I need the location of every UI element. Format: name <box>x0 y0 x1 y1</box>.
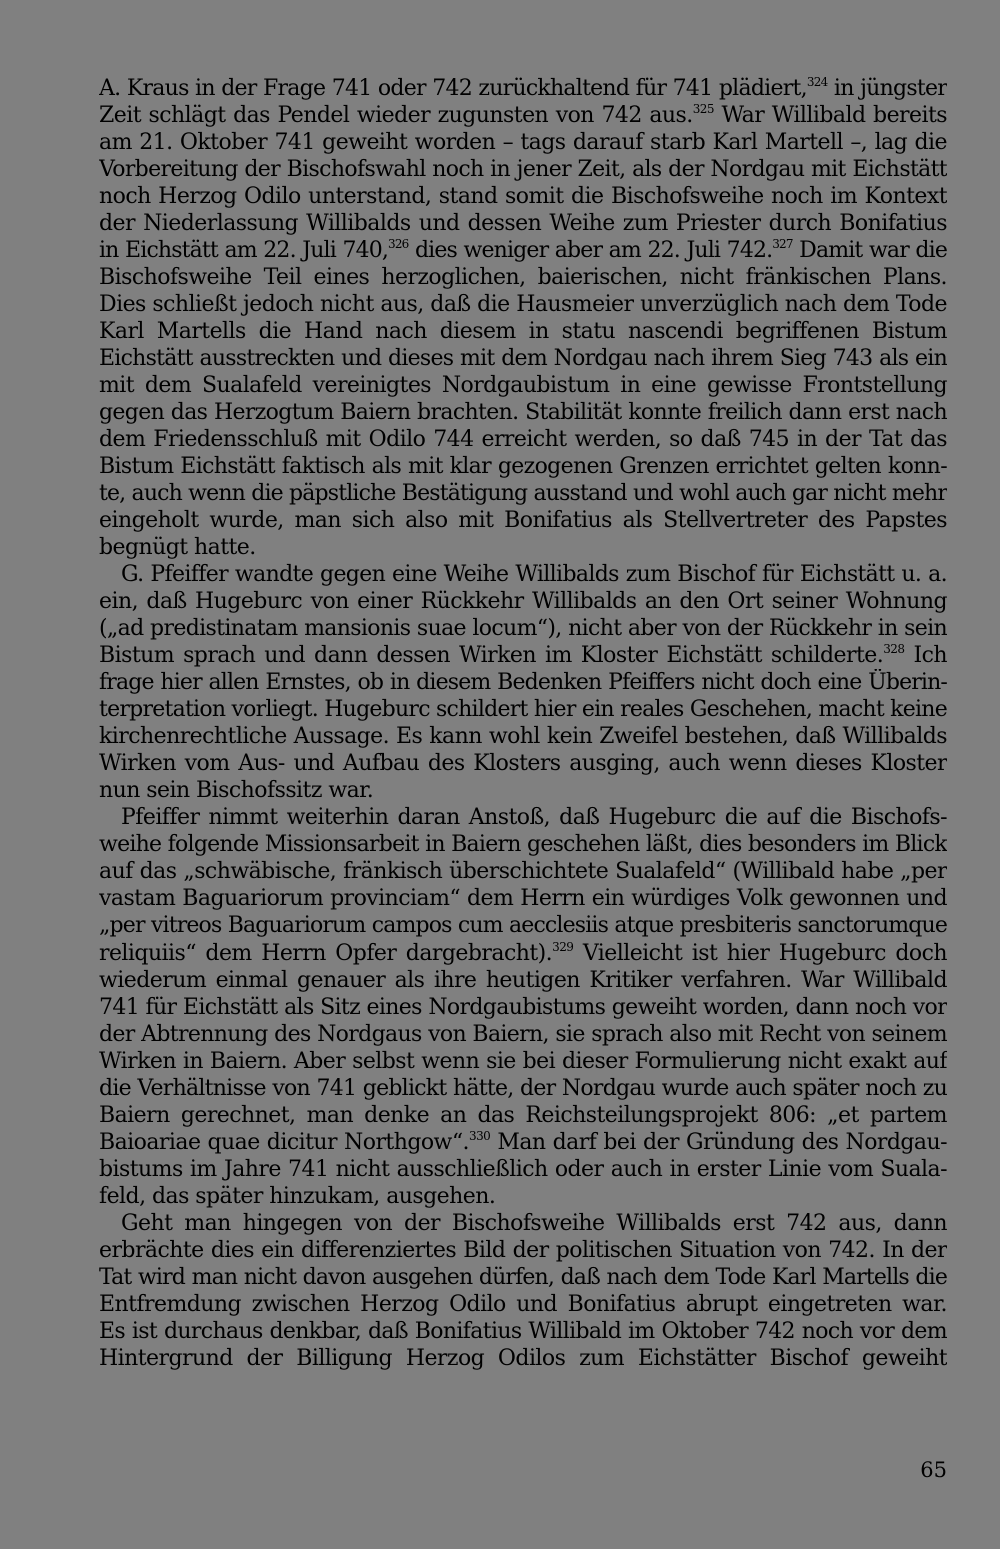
text-line <box>99 804 947 831</box>
text-line <box>99 885 947 912</box>
text-line <box>99 696 947 723</box>
text-run: feld, das später hinzukam, ausgehen. <box>99 1183 496 1209</box>
text-line <box>99 1318 947 1345</box>
text-run: te, auch wenn die päpstliche Bestätigung ausstand und wohl auch gar nicht mehr <box>99 481 947 507</box>
text-line <box>99 1183 947 1210</box>
text-line <box>99 561 947 588</box>
text-line <box>99 994 947 1021</box>
text-run: Karl Martells die Hand nach diesem in statu nascendi begriffenen Bistum <box>99 319 947 345</box>
text-line <box>99 399 947 426</box>
text-line <box>99 1075 947 1102</box>
text-line <box>99 1345 947 1372</box>
text-run: Wirken vom Aus- und Aufbau des Klosters ausging, auch wenn dieses Kloster <box>99 751 947 777</box>
text-line <box>99 777 947 804</box>
text-run: Geht man hingegen von der Bischofsweihe Willibalds erst 742 aus, dann <box>121 1210 947 1236</box>
text-run: Vielleicht ist hier Hugeburc doch <box>573 940 947 966</box>
text-run: Baioariae quae dicitur Northgow“. <box>99 1129 469 1155</box>
text-run: begnügt hatte. <box>99 535 256 561</box>
body-text <box>99 75 947 1372</box>
text-line <box>99 156 947 183</box>
text-run: reliquiis“ dem Herrn Opfer dargebracht). <box>99 940 553 966</box>
text-run: Es ist durchaus denkbar, daß Bonifatius Willibald im Oktober 742 noch vor dem <box>99 1318 947 1344</box>
text-run: noch Herzog Odilo unterstand, stand somit die Bischofsweihe noch im Kontext <box>99 184 947 210</box>
text-run: Wirken in Baiern. Aber selbst wenn sie bei dieser Formulierung nicht exakt auf <box>99 1048 947 1074</box>
text-line <box>99 129 947 156</box>
text-run: „per vitreos Baguariorum campos cum aecclesiis atque presbiteris sanctorumque <box>99 913 947 939</box>
footnote-marker[interactable]: 327 <box>772 237 793 252</box>
text-line <box>99 912 947 939</box>
text-line <box>99 940 947 967</box>
text-run: Ich <box>904 643 947 669</box>
text-run: eingeholt wurde, man sich also mit Bonifatius als Stellvertreter des Papstes <box>99 508 947 534</box>
text-run: Pfeiffer nimmt weiterhin daran Anstoß, daß Hugeburc die auf die Bischofs- <box>121 805 947 831</box>
footnote-marker[interactable]: 325 <box>692 102 714 117</box>
text-run: frage hier allen Ernstes, ob in diesem Bedenken Pfeiffers nicht doch eine Überin- <box>99 670 947 696</box>
text-run: Damit war die <box>792 238 947 264</box>
text-line <box>99 480 947 507</box>
text-run: mit dem Sualafeld vereinigtes Nordgaubistum in eine gewisse Frontstellung <box>99 373 947 399</box>
text-line <box>99 237 947 264</box>
text-run: Eichstätt ausstreckten und dieses mit dem Nordgau nach ihrem Sieg 743 als ein <box>99 346 947 372</box>
text-run: nun sein Bischofssitz war. <box>99 778 374 804</box>
text-run: G. Pfeiffer wandte gegen eine Weihe Willibalds zum Bischof für Eichstätt u. a. <box>121 562 947 588</box>
text-run: dies weniger aber am 22. Juli 742. <box>408 238 773 264</box>
text-line <box>99 318 947 345</box>
text-line <box>99 75 947 102</box>
text-line <box>99 210 947 237</box>
text-line <box>99 1210 947 1237</box>
text-run: in Eichstätt am 22. Juli 740, <box>99 238 389 264</box>
text-line <box>99 1237 947 1264</box>
text-run: in jüngster <box>827 76 947 101</box>
text-run: („ad predistinatam mansionis suae locum“), nicht aber von der Rückkehr in sein <box>99 616 947 642</box>
text-run: War Willibald bereits <box>713 103 947 129</box>
text-line <box>99 264 947 291</box>
text-run: Hintergrund der Billigung Herzog Odilos zum Eichstätter Bischof geweiht <box>99 1345 947 1371</box>
text-run: Zeit schlägt das Pendel wieder zugunsten von 742 aus. <box>99 103 693 129</box>
text-run: Bistum Eichstätt faktisch als mit klar gezogenen Grenzen errichtet gelten konn- <box>99 454 947 480</box>
text-run: Bistum sprach und dann dessen Wirken im Kloster Eichstätt schilderte. <box>99 643 884 669</box>
text-run: Dies schließt jedoch nicht aus, daß die Hausmeier unverzüglich nach dem Tode <box>99 292 947 318</box>
text-line <box>99 534 947 561</box>
text-run: dem Friedensschluß mit Odilo 744 erreicht werden, so daß 745 in der Tat das <box>99 427 947 453</box>
text-run: erbrächte dies ein differenziertes Bild der politischen Situation von 742. In der <box>99 1237 947 1263</box>
text-run: weihe folgende Missionsarbeit in Baiern geschehen läßt, dies besonders im Blick <box>99 832 947 858</box>
text-line <box>99 1021 947 1048</box>
text-line <box>99 1156 947 1183</box>
footnote-marker[interactable]: 328 <box>883 642 905 657</box>
footnote-marker[interactable]: 329 <box>552 939 574 954</box>
text-run: Baiern gerechnet, man denke an das Reichsteilungsprojekt 806: „et partem <box>99 1102 947 1128</box>
text-run: vastam Baguariorum provinciam“ dem Herrn ein würdiges Volk gewonnen und <box>99 886 947 912</box>
text-line <box>99 372 947 399</box>
text-line <box>99 858 947 885</box>
text-line <box>99 750 947 777</box>
footnote-marker[interactable]: 326 <box>388 237 409 252</box>
text-run: wiederum einmal genauer als ihre heutigen Kritiker verfahren. War Willibald <box>99 967 947 993</box>
page-number: 65 <box>920 1458 947 1482</box>
text-run: der Niederlassung Willibalds und dessen Weihe zum Priester durch Bonifatius <box>99 211 947 237</box>
text-run: die Verhältnisse von 741 geblickt hätte, der Nordgau wurde auch später noch zu <box>99 1075 947 1101</box>
text-line <box>99 1048 947 1075</box>
text-line <box>99 1291 947 1318</box>
text-line <box>99 831 947 858</box>
text-run: der Abtrennung des Nordgaus von Baiern, sie sprach also mit Recht von seinem <box>99 1021 947 1047</box>
text-run: 741 für Eichstätt als Sitz eines Nordgaubistums geweiht worden, dann noch vor <box>99 994 947 1020</box>
text-run: gegen das Herzogtum Baiern brachten. Stabilität konnte freilich dann erst nach <box>99 400 947 426</box>
text-line <box>99 1264 947 1291</box>
text-line <box>99 588 947 615</box>
text-run: Entfremdung zwischen Herzog Odilo und Bonifatius abrupt eingetreten war. <box>99 1291 947 1317</box>
text-line <box>99 426 947 453</box>
footnote-marker[interactable]: 324 <box>806 75 828 89</box>
text-run: auf das „schwäbische, fränkisch überschichtete Sualafeld“ (Willibald habe „per <box>99 859 947 885</box>
text-run: Tat wird man nicht davon ausgehen dürfen, daß nach dem Tode Karl Martells die <box>99 1264 947 1290</box>
text-run: Vorbereitung der Bischofswahl noch in jener Zeit, als der Nordgau mit Eichstätt <box>99 157 947 183</box>
text-line <box>99 723 947 750</box>
text-run: A. Kraus in der Frage 741 oder 742 zurückhaltend für 741 plädiert, <box>99 76 807 101</box>
text-line <box>99 967 947 994</box>
text-run: bistums im Jahre 741 nicht ausschließlich oder auch in erster Linie vom Suala- <box>99 1156 947 1182</box>
text-run: terpretation vorliegt. Hugeburc schildert hier ein reales Geschehen, macht keine <box>99 697 947 723</box>
text-line <box>99 669 947 696</box>
text-line <box>99 453 947 480</box>
text-line <box>99 1129 947 1156</box>
text-line <box>99 345 947 372</box>
footnote-marker[interactable]: 330 <box>468 1128 491 1143</box>
text-run: ein, daß Hugeburc von einer Rückkehr Willibalds an den Ort seiner Wohnung <box>99 589 947 615</box>
text-line <box>99 507 947 534</box>
text-line <box>99 183 947 210</box>
text-line <box>99 102 947 129</box>
text-run: Bischofsweihe Teil eines herzoglichen, baierischen, nicht fränkischen Plans. <box>99 265 947 291</box>
text-run: am 21. Oktober 741 geweiht worden – tags darauf starb Karl Martell –, lag die <box>99 130 947 156</box>
text-line <box>99 615 947 642</box>
text-run: kirchenrechtliche Aussage. Es kann wohl kein Zweifel bestehen, daß Willibalds <box>99 724 947 750</box>
text-line <box>99 642 947 669</box>
text-line <box>99 1102 947 1129</box>
text-run: Man darf bei der Gründung des Nordgau- <box>490 1129 947 1155</box>
text-line <box>99 291 947 318</box>
